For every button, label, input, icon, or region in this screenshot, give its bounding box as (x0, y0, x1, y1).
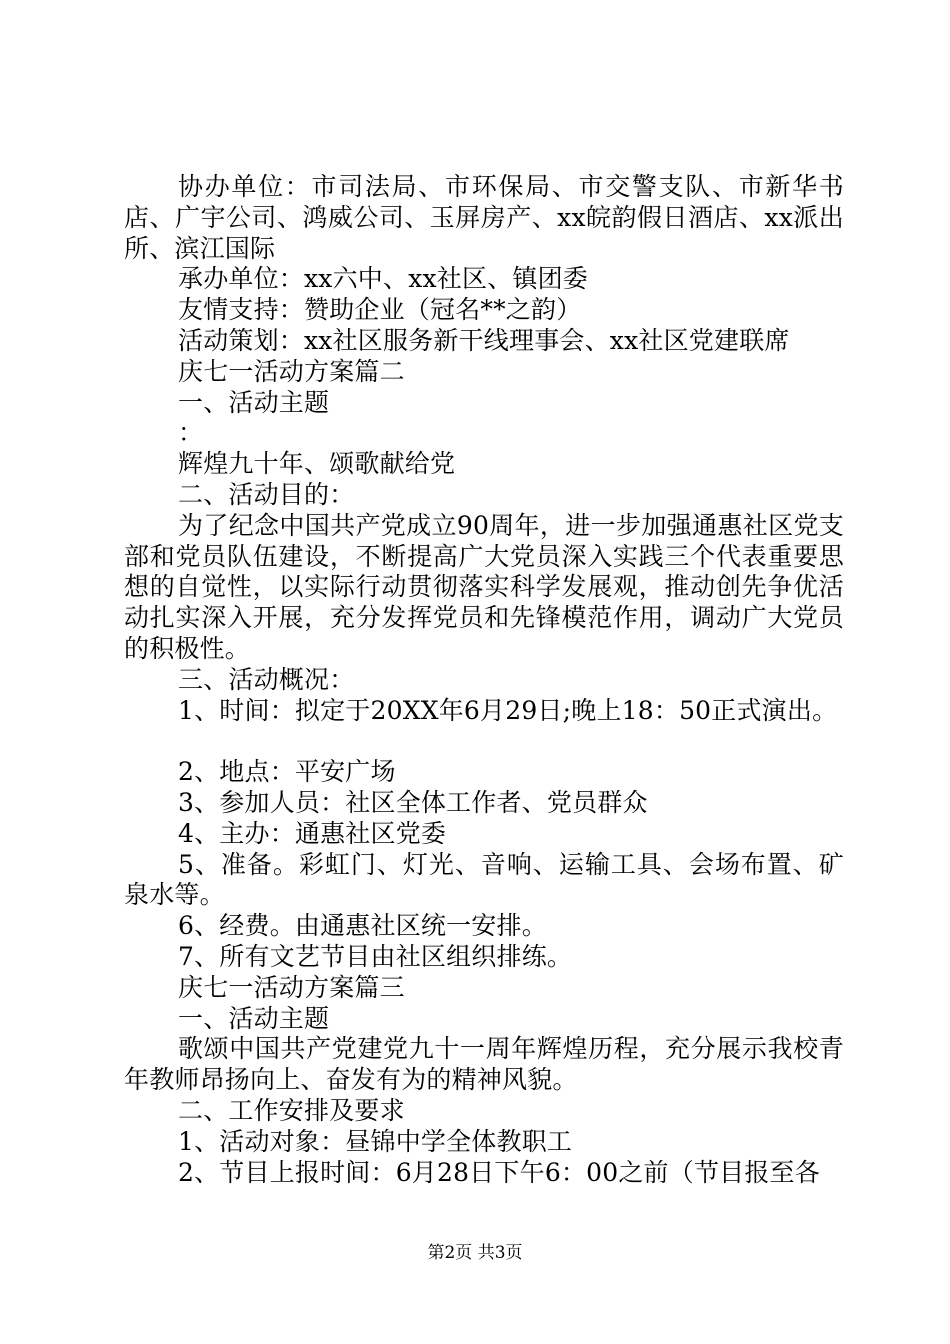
paragraph-time: 1、时间：拟定于20XX年6月29日;晚上18：50正式演出。 (178, 695, 838, 725)
page-footer: 第2页 共3页 (427, 1243, 523, 1263)
section-heading-plan-2: 庆七一活动方案篇二 (178, 356, 405, 386)
document-body (124, 172, 844, 1188)
heading-purpose: 二、活动目的： (178, 479, 355, 509)
paragraph-host-units: 承办单位：xx六中、xx社区、镇团委 (178, 264, 588, 294)
heading-arrangements: 二、工作安排及要求 (178, 1095, 405, 1125)
paragraph-theme-3-text: 歌颂中国共产党建党九十一周年辉煌历程，充分展示我校青年教师昂扬向上、奋发有为的精神风貌。 (124, 1034, 844, 1095)
paragraph-participants: 3、参加人员：社区全体工作者、党员群众 (178, 787, 648, 817)
paragraph-rehearsal: 7、所有文艺节目由社区组织排练。 (178, 941, 573, 971)
paragraph-sponsor: 友情支持：赞助企业（冠名**之韵） (178, 295, 582, 325)
heading-theme: 一、活动主题 (178, 387, 330, 417)
paragraph-preparation: 5、准备。彩虹门、灯光、音响、运输工具、会场布置、矿泉水等。 (124, 849, 844, 910)
paragraph-target: 1、活动对象：昼锦中学全体教职工 (178, 1126, 573, 1156)
paragraph-funding: 6、经费。由通惠社区统一安排。 (178, 911, 547, 941)
paragraph-planning: 活动策划：xx社区服务新干线理事会、xx社区党建联席 (178, 325, 790, 355)
section-heading-plan-3: 庆七一活动方案篇三 (178, 972, 405, 1002)
paragraph-colon: ： (178, 418, 204, 448)
paragraph-theme-text: 辉煌九十年、颂歌献给党 (178, 449, 456, 479)
heading-theme-3: 一、活动主题 (178, 1003, 330, 1033)
heading-overview: 三、活动概况： (178, 664, 355, 694)
paragraph-co-organizers: 协办单位：市司法局、市环保局、市交警支队、市新华书店、广宇公司、鸿威公司、玉屏房产、xx皖韵假日酒店、xx派出所、滨江国际 (124, 172, 844, 263)
paragraph-location: 2、地点：平安广场 (178, 757, 396, 787)
paragraph-submission-time: 2、节目上报时间：6月28日下午6：00之前（节目报至各 (178, 1157, 820, 1187)
paragraph-organizer: 4、主办：通惠社区党委 (178, 818, 447, 848)
paragraph-purpose-text: 为了纪念中国共产党成立90周年，进一步加强通惠社区党支部和党员队伍建设，不断提高广大党员深入实践三个代表重要思想的自觉性，以实际行动贯彻落实科学发展观，推动创先争优活动扎实深入开展，充分发挥党员和先锋模范作用，调动广大党员的积极性。 (124, 510, 844, 663)
blank-line (124, 726, 844, 757)
